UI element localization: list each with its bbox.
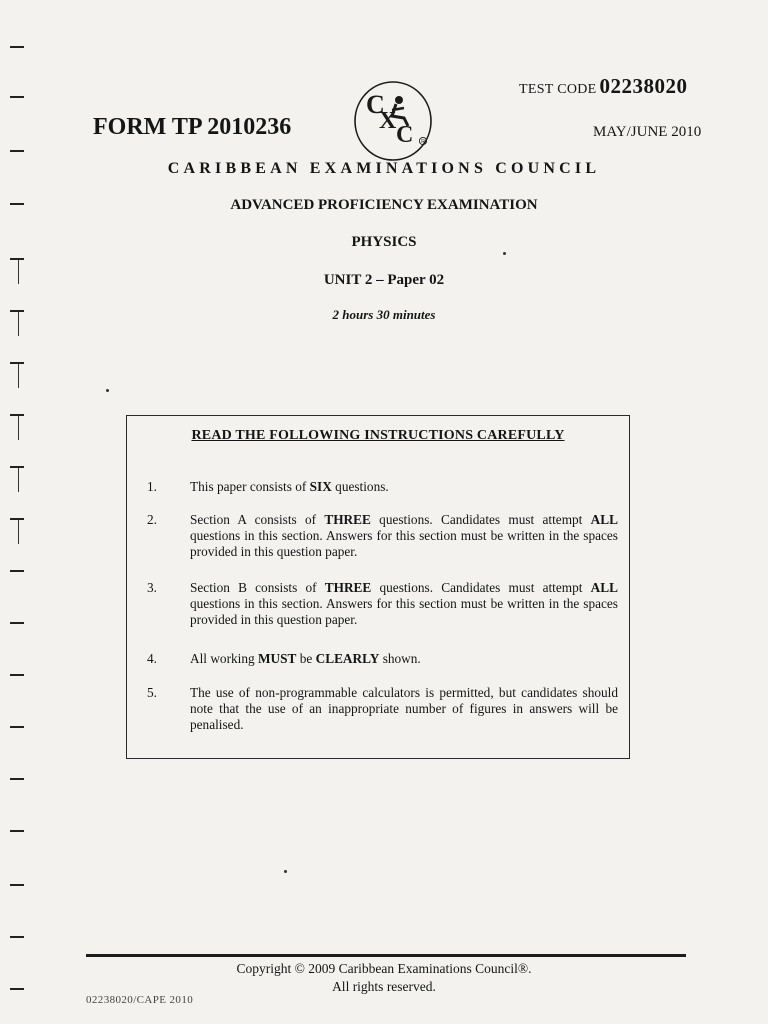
svg-text:R: R	[421, 139, 425, 145]
form-number: FORM TP 2010236	[93, 114, 292, 140]
instructions-box	[126, 415, 630, 759]
margin-tick	[10, 778, 24, 780]
instruction-text: This paper consists of SIX questions.	[190, 479, 389, 494]
exam-name: ADVANCED PROFICIENCY EXAMINATION	[230, 197, 538, 213]
exam-session: MAY/JUNE 2010	[593, 124, 702, 140]
margin-tick	[10, 150, 24, 152]
svg-text:C: C	[366, 90, 385, 119]
margin-tick	[10, 414, 24, 416]
svg-text:C: C	[396, 122, 414, 148]
instruction-number: 5.	[147, 685, 157, 700]
council-name: CARIBBEAN EXAMINATIONS COUNCIL	[167, 160, 601, 177]
instruction-text: All working MUST be CLEARLY shown.	[190, 651, 421, 666]
instruction-number: 3.	[147, 580, 157, 595]
scan-speck	[106, 389, 109, 392]
unit-paper: UNIT 2 – Paper 02	[323, 272, 445, 288]
cxc-logo	[352, 80, 434, 162]
instruction-text: Section A consists of THREE questions. Candidates must attempt ALL questions in this section. Answers for this section must be written in the spaces provided in this question paper.	[190, 512, 618, 559]
footer-code: 02238020/CAPE 2010	[86, 994, 194, 1006]
margin-tick	[10, 936, 24, 938]
margin-tick-stem	[18, 520, 19, 544]
margin-tick-stem	[18, 364, 19, 388]
instruction-number: 4.	[147, 651, 157, 666]
margin-tick	[10, 622, 24, 624]
copyright-notice: Copyright © 2009 Caribbean Examinations Council®.	[236, 961, 532, 976]
svg-text:X: X	[379, 108, 397, 134]
margin-tick	[10, 96, 24, 98]
scan-speck	[284, 870, 287, 873]
margin-tick	[10, 466, 24, 468]
test-code	[519, 74, 688, 99]
margin-tick	[10, 258, 24, 260]
instruction-number: 2.	[147, 512, 157, 527]
test-code-number: 02238020	[599, 74, 688, 98]
test-code-label: TEST CODE	[519, 82, 597, 97]
margin-tick	[10, 46, 24, 48]
margin-tick	[10, 674, 24, 676]
footer-rule	[86, 954, 686, 957]
instructions-heading: READ THE FOLLOWING INSTRUCTIONS CAREFULLY	[191, 428, 565, 443]
scan-margin-marks	[0, 0, 40, 1024]
instruction-text: Section B consists of THREE questions. Candidates must attempt ALL questions in this section. Answers for this section must be written in the spaces provided in this question paper.	[190, 580, 618, 627]
margin-tick	[10, 726, 24, 728]
exam-duration: 2 hours 30 minutes	[332, 307, 436, 322]
margin-tick	[10, 570, 24, 572]
margin-tick	[10, 884, 24, 886]
margin-tick	[10, 518, 24, 520]
subject-name: PHYSICS	[351, 234, 417, 250]
margin-tick	[10, 830, 24, 832]
rights-reserved: All rights reserved.	[332, 979, 436, 994]
margin-tick-stem	[18, 416, 19, 440]
margin-tick-stem	[18, 468, 19, 492]
scan-speck	[503, 252, 506, 255]
instruction-number: 1.	[147, 479, 157, 494]
instruction-text: The use of non-programmable calculators is permitted, but candidates should note that the use of an inappropriate number of figures in answers will be penalised.	[190, 685, 618, 732]
margin-tick	[10, 362, 24, 364]
